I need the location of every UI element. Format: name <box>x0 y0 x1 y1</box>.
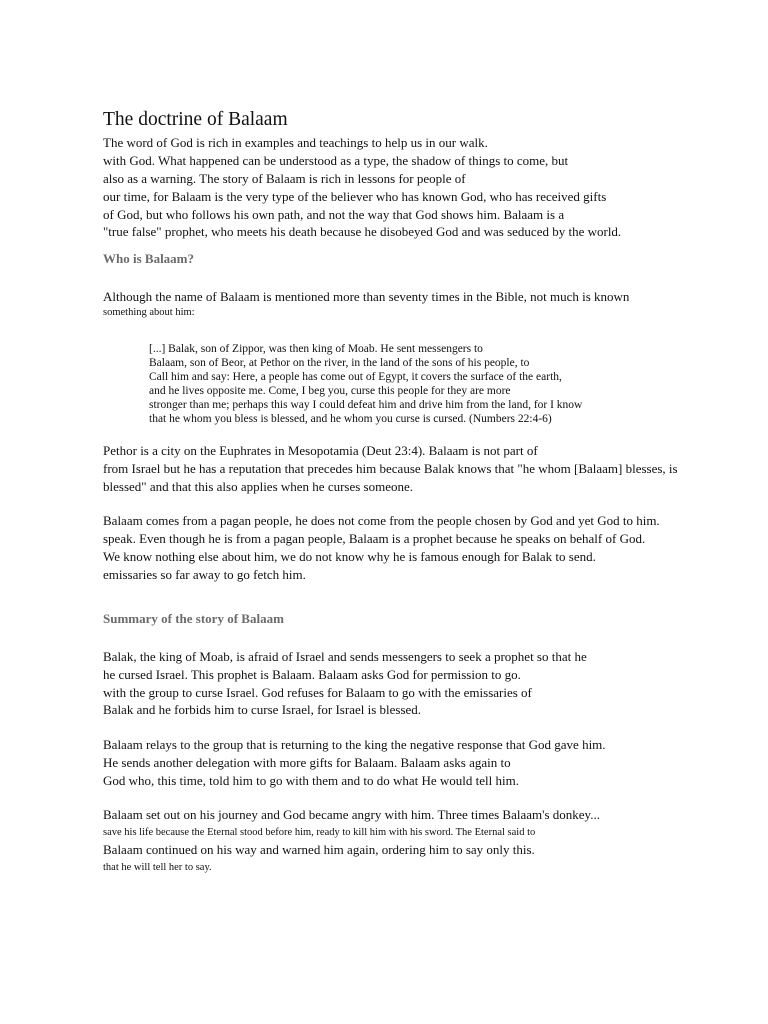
quote-line: and he lives opposite me. Come, I beg you, curse this people for they are more <box>149 385 511 397</box>
text-line: he cursed Israel. This prophet is Balaam. Balaam asks God for permission to go. <box>103 667 521 682</box>
text-line: speak. Even though he is from a pagan people, Balaam is a prophet because he speaks on behalf of God. <box>103 531 646 546</box>
text-line: "true false" prophet, who meets his death because he disobeyed God and was seduced by the world. <box>103 224 622 239</box>
text-line: from Israel but he has a reputation that precedes him because Balak knows that "he whom [Balaam] blesses, is <box>103 461 678 476</box>
text-line: Pethor is a city on the Euphrates in Mesopotamia (Deut 23:4). Balaam is not part of <box>103 443 538 458</box>
text-line: that he will tell her to say. <box>103 862 212 873</box>
text-line: save his life because the Eternal stood before him, ready to kill him with his sword. The Eternal said to <box>103 827 536 838</box>
quote-line: [...] Balak, son of Zippor, was then king of Moab. He sent messengers to <box>149 343 483 355</box>
text-line: of God, but who follows his own path, and not the way that God shows him. Balaam is a <box>103 207 565 222</box>
quote-line: stronger than me; perhaps this way I could defeat him and drive him from the land, for I know <box>149 399 583 411</box>
text-line: also as a warning. The story of Balaam is rich in lessons for people of <box>103 171 466 186</box>
text-line: Balak and he forbids him to curse Israel, for Israel is blessed. <box>103 702 422 717</box>
text-line: Balaam set out on his journey and God became angry with him. Three times Balaam's donkey... <box>103 807 600 822</box>
text-line: Balaam relays to the group that is returning to the king the negative response that God gave him. <box>103 737 606 752</box>
quote-line: Balaam, son of Beor, at Pethor on the river, in the land of the sons of his people, to <box>149 357 530 369</box>
text-line: Balaam comes from a pagan people, he does not come from the people chosen by God and yet God to him. <box>103 513 660 528</box>
text-line: our time, for Balaam is the very type of the believer who has known God, who has received gifts <box>103 189 607 204</box>
text-line: We know nothing else about him, we do not know why he is famous enough for Balak to send. <box>103 549 596 564</box>
text-line: The word of God is rich in examples and teachings to help us in our walk. <box>103 135 488 150</box>
text-line: Balaam continued on his way and warned him again, ordering him to say only this. <box>103 842 535 857</box>
text-line: with the group to curse Israel. God refuses for Balaam to go with the emissaries of <box>103 685 532 700</box>
text-line: with God. What happened can be understood as a type, the shadow of things to come, but <box>103 153 569 168</box>
quote-line: Call him and say: Here, a people has come out of Egypt, it covers the surface of the earth, <box>149 371 562 383</box>
section-heading-summary: Summary of the story of Balaam <box>103 611 284 626</box>
text-line: blessed" and that this also applies when he curses someone. <box>103 479 414 494</box>
text-line: He sends another delegation with more gifts for Balaam. Balaam asks again to <box>103 755 511 770</box>
text-line: God who, this time, told him to go with them and to do what He would tell him. <box>103 773 519 788</box>
text-line: emissaries so far away to go fetch him. <box>103 567 306 582</box>
text-line: something about him: <box>103 307 195 318</box>
section-heading-who-is-balaam: Who is Balaam? <box>103 251 195 266</box>
text-line: Balak, the king of Moab, is afraid of Israel and sends messengers to seek a prophet so that he <box>103 649 587 664</box>
text-line: Although the name of Balaam is mentioned more than seventy times in the Bible, not much is known <box>103 289 630 304</box>
document-title: The doctrine of Balaam <box>103 109 288 130</box>
quote-line: that he whom you bless is blessed, and he whom you curse is cursed. (Numbers 22:4-6) <box>149 413 552 425</box>
